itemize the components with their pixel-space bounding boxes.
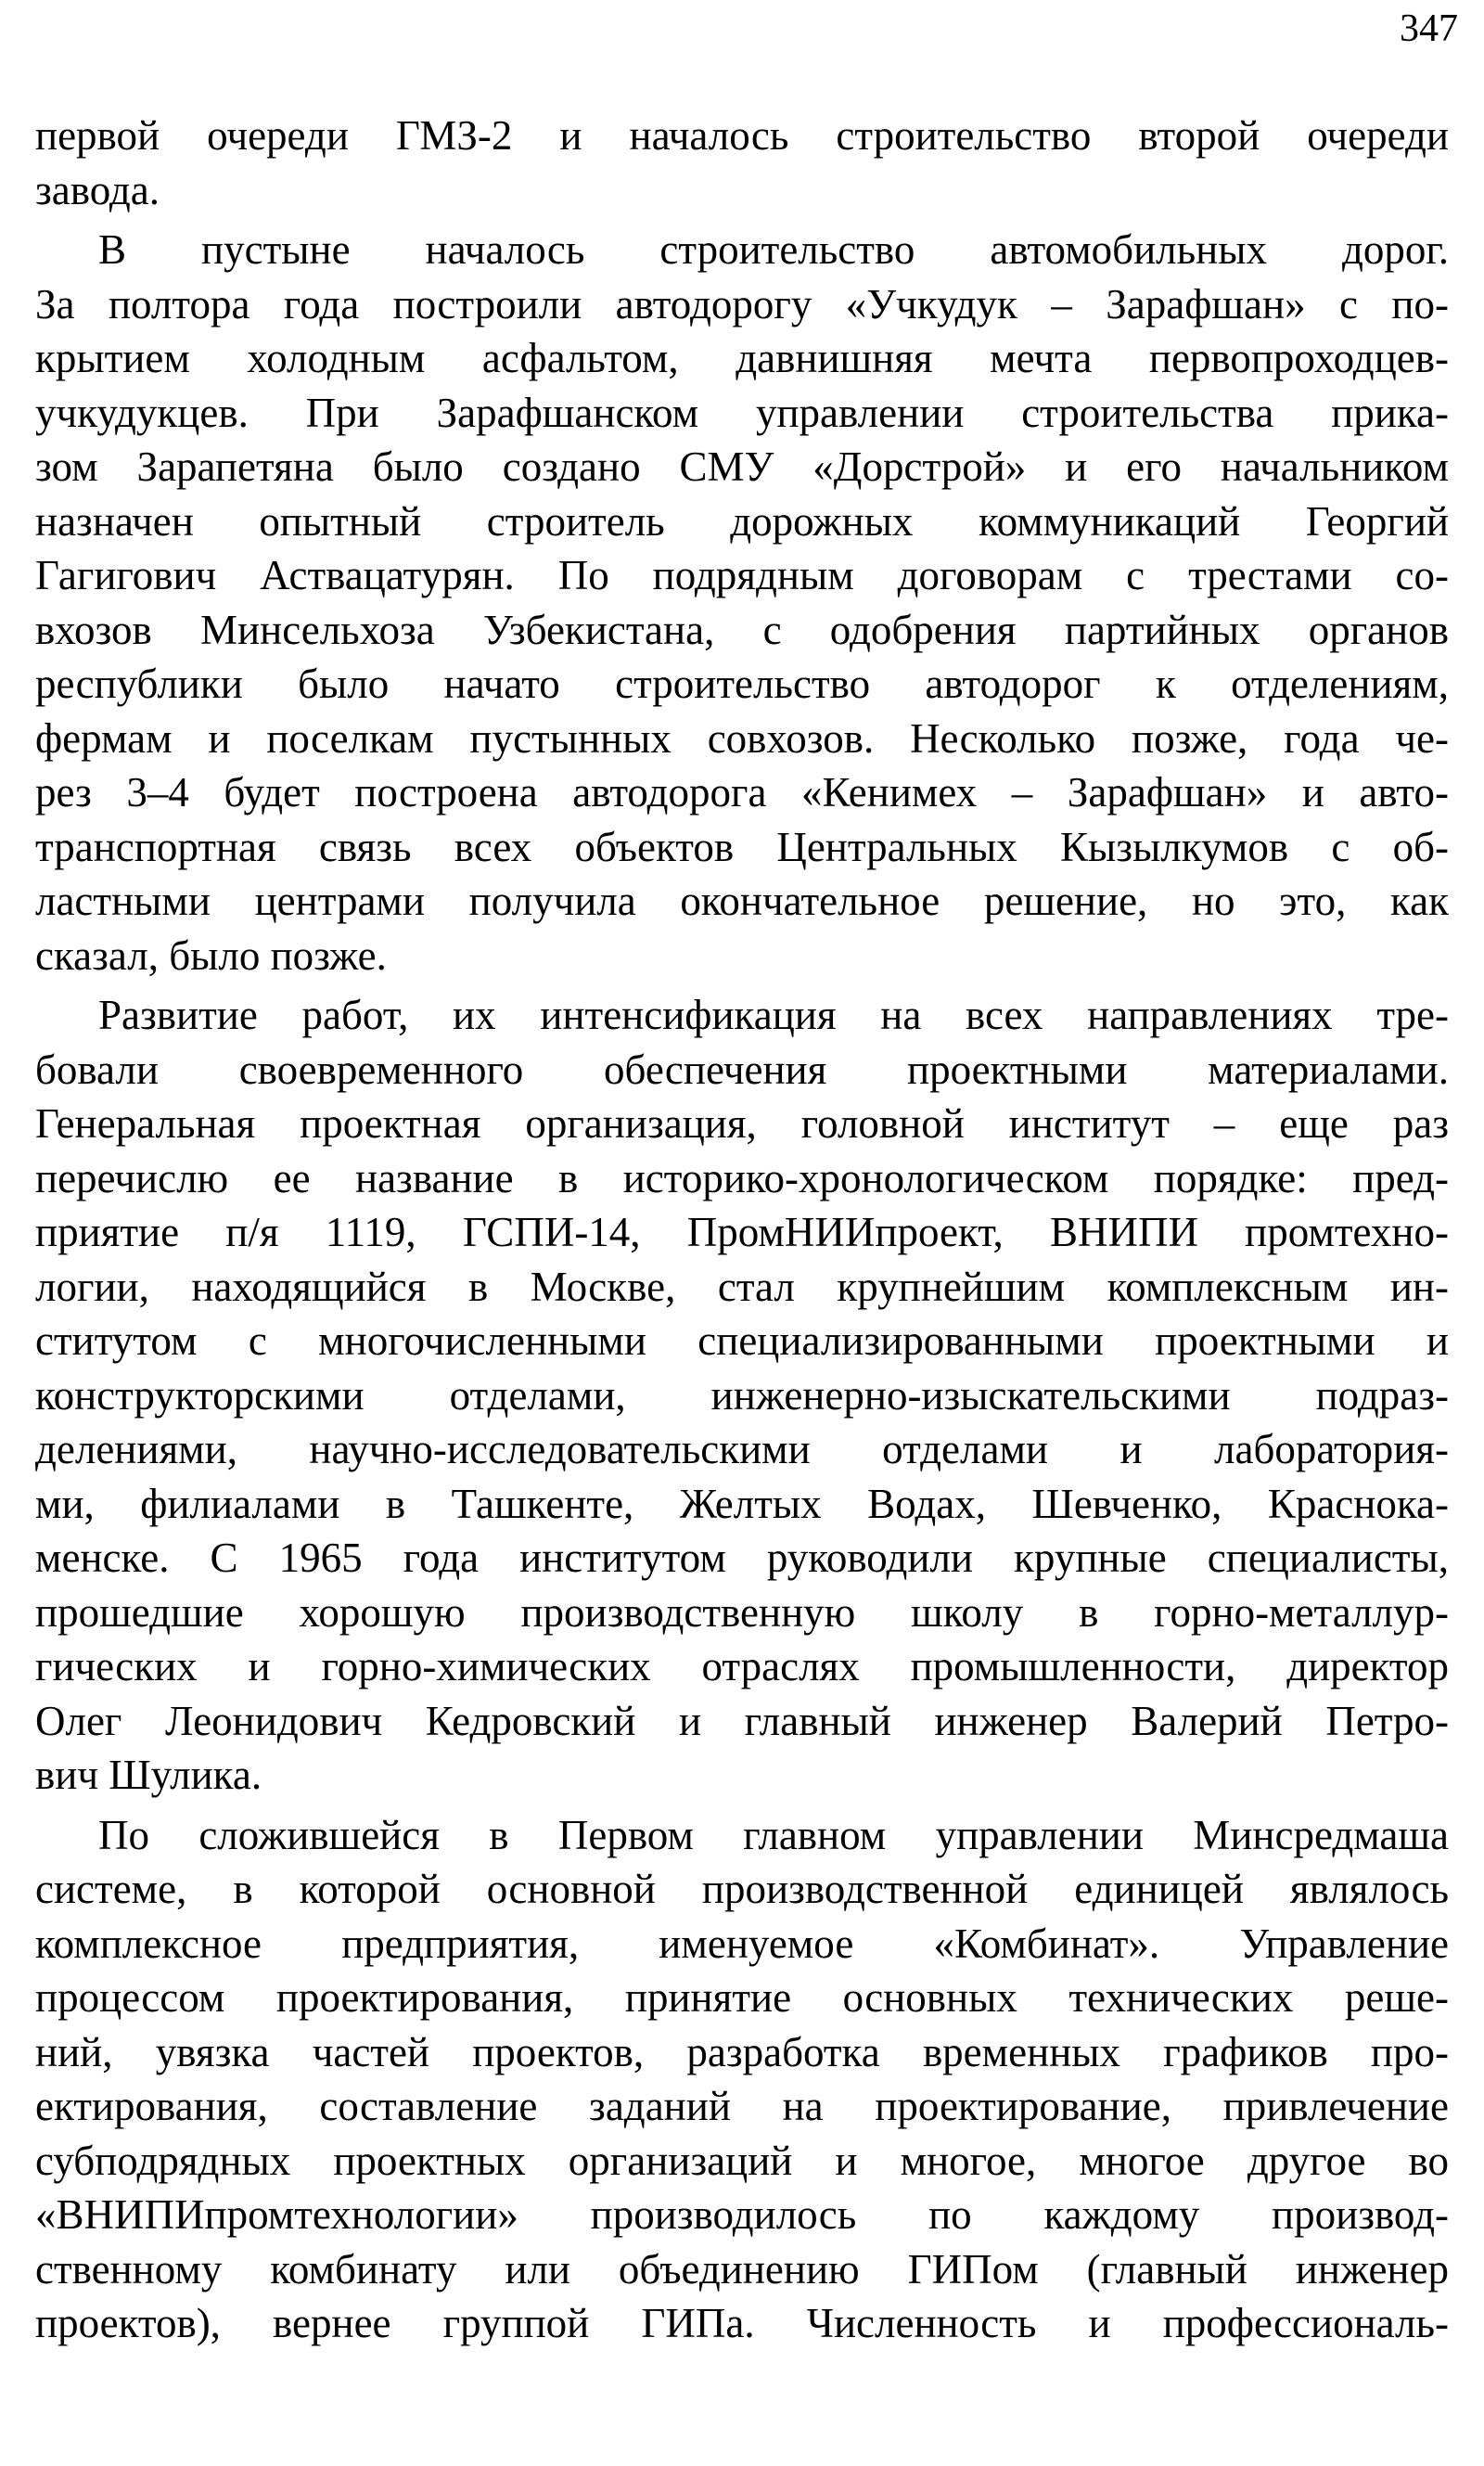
text-line: вхозов Минсельхоза Узбекистана, с одобрения партийных органов [35, 606, 1449, 653]
text-line: За полтора года построили автодорогу «Учкудук – Зарафшан» с по- [35, 280, 1449, 328]
body-text [35, 109, 1449, 2351]
text-line: системе, в которой основной производственной единицей являлось [35, 1866, 1449, 1912]
text-line: субподрядных проектных организаций и многое, многое другое во [35, 2137, 1449, 2184]
text-line: В пустыне началось строительство автомобильных дорог. [98, 226, 1449, 273]
text-line: Олег Леонидович Кедровский и главный инженер Валерий Петро- [35, 1697, 1449, 1744]
text-line: учкудукцев. При Зарафшанском управлении строительства прика- [35, 389, 1449, 436]
text-line: ний, увязка частей проектов, разработка временных графиков про- [35, 2028, 1449, 2075]
text-line: ственному комбинату или объединению ГИПом (главный инженер [35, 2245, 1449, 2293]
text-line: ектирования, составление заданий на проектирование, привлечение [35, 2083, 1449, 2129]
text-line: приятие п/я 1119, ГСПИ-14, ПромНИИпроект, ВНИПИ промтехно- [35, 1209, 1449, 1255]
text-line: ластными центрами получила окончательное решение, но это, как [35, 878, 1449, 924]
text-line: вич Шулика. [35, 1752, 262, 1798]
paragraph [35, 109, 1449, 217]
text-line: комплексное предприятия, именуемое «Комбинат». Управление [35, 1920, 1449, 1967]
text-line: проектов), вернее группой ГИПа. Численность и профессиональ- [35, 2300, 1449, 2346]
text-line: первой очереди ГМЗ-2 и началось строительство второй очереди [35, 112, 1449, 159]
text-line: Гагигович Аствацатурян. По подрядным договорам с трестами со- [35, 552, 1449, 598]
text-line: «ВНИПИпромтехнологии» производилось по каждому производ- [35, 2191, 1449, 2238]
text-line: Развитие работ, их интенсификация на всех направлениях тре- [98, 992, 1449, 1038]
text-line: ми, филиалами в Ташкенте, Желтых Водах, Шевченко, Краснока- [35, 1480, 1449, 1527]
text-line: завода. [35, 166, 160, 213]
text-line: делениями, научно-исследовательскими отделами и лаборатория- [35, 1426, 1449, 1472]
text-line: гических и горно-химических отраслях промышленности, директор [35, 1643, 1449, 1689]
paragraph [35, 1808, 1449, 2351]
paragraph [35, 988, 1449, 1803]
text-line: конструкторскими отделами, инженерно-изыскательскими подраз- [35, 1371, 1449, 1419]
page-number: 347 [1400, 7, 1458, 50]
text-line: По сложившейся в Первом главном управлении Минсредмаша [98, 1811, 1449, 1858]
text-line: зом Зарапетяна было создано СМУ «Дорстрой» и его начальником [35, 443, 1449, 490]
text-line: бовали своевременного обеспечения проектными материалами. [35, 1046, 1449, 1093]
text-line: перечислю ее название в историко-хронологическом порядке: пред- [35, 1154, 1449, 1201]
text-line: республики было начато строительство автодорог к отделениям, [35, 661, 1449, 707]
text-line: назначен опытный строитель дорожных коммуникаций Георгий [35, 497, 1449, 545]
text-line: менске. С 1965 года институтом руководили крупные специалисты, [35, 1535, 1449, 1581]
text-line: транспортная связь всех объектов Центральных Кызылкумов с об- [35, 823, 1449, 870]
text-line: ститутом с многочисленными специализированными проектными и [35, 1317, 1449, 1364]
text-line: фермам и поселкам пустынных совхозов. Несколько позже, года че- [35, 714, 1449, 762]
text-line: рез 3–4 будет построена автодорога «Кенимех – Зарафшан» и авто- [35, 769, 1449, 816]
text-line: Генеральная проектная организация, головной институт – еще раз [35, 1100, 1449, 1147]
text-line: крытием холодным асфальтом, давнишняя мечта первопроходцев- [35, 335, 1449, 381]
text-line: процессом проектирования, принятие основных технических реше- [35, 1974, 1449, 2021]
text-line: логии, находящийся в Москве, стал крупнейшим комплексным ин- [35, 1263, 1449, 1310]
text-line: сказал, было позже. [35, 931, 387, 979]
text-line: прошедшие хорошую производственную школу в горно-металлур- [35, 1588, 1449, 1636]
paragraph [35, 223, 1449, 983]
